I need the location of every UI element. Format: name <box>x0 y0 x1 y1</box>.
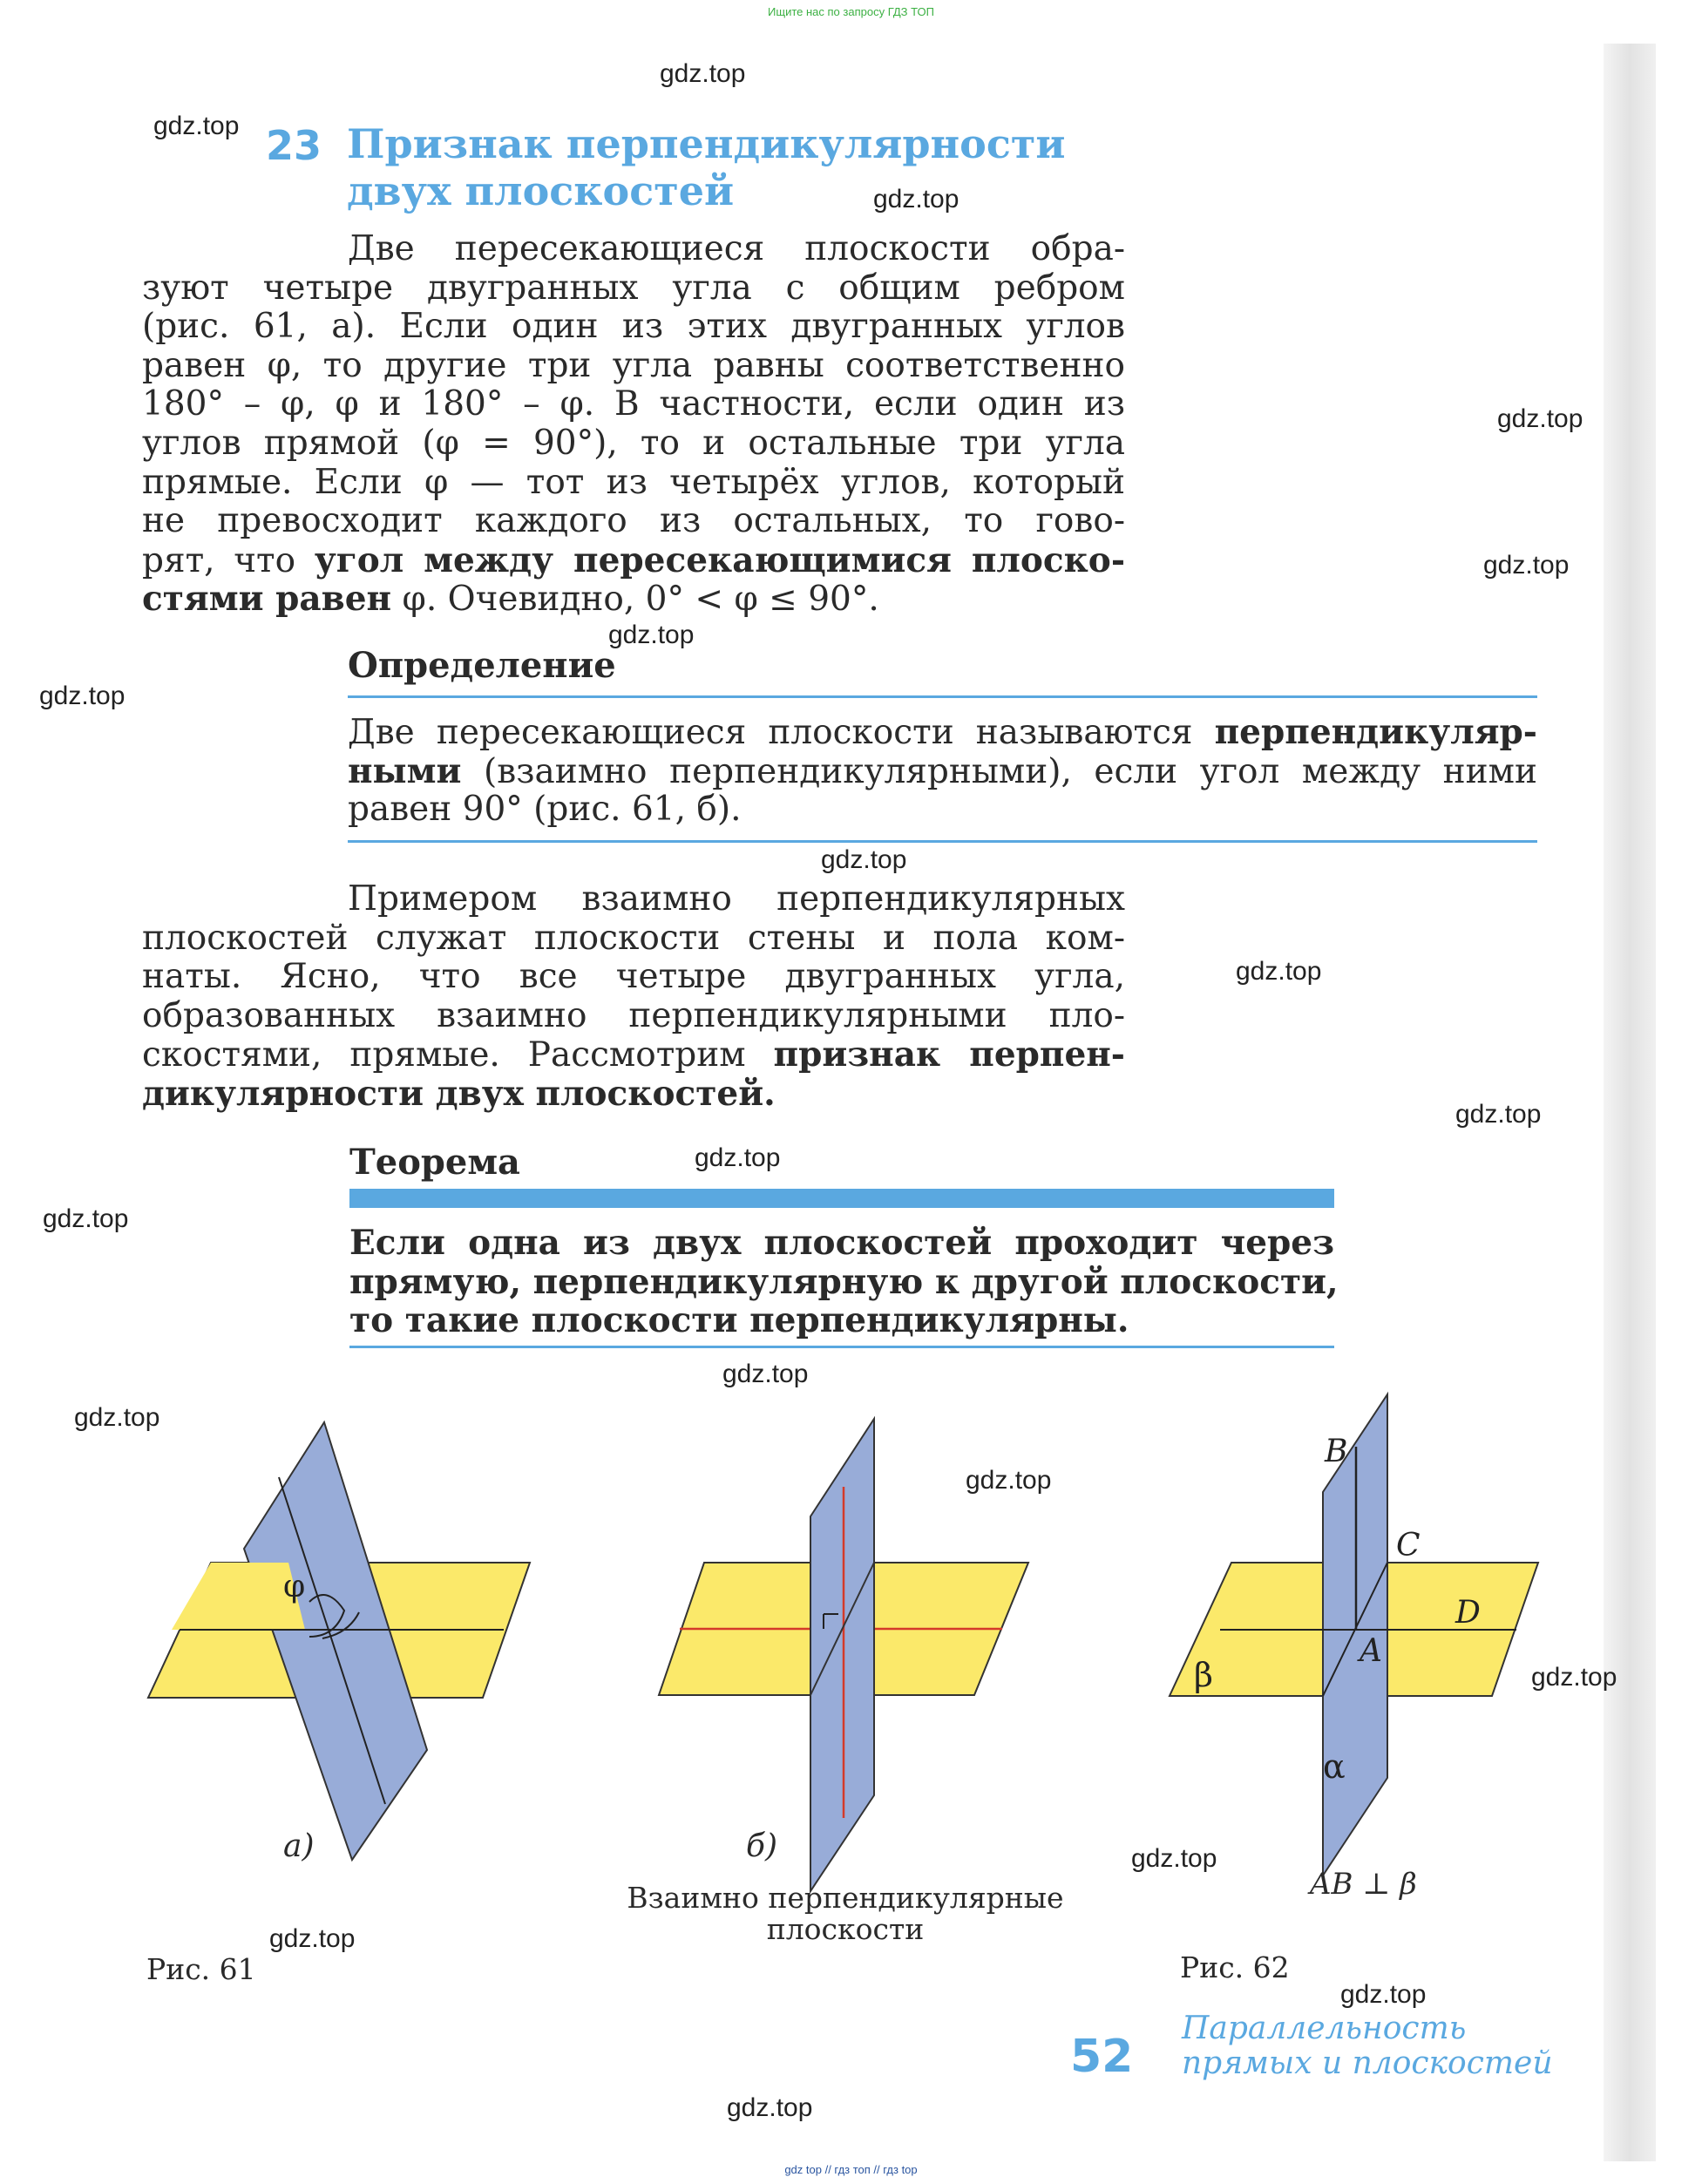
definition-text-part: Две пересекающиеся плоскости называются <box>348 713 1215 752</box>
intro-bold-text: угол между пересекающимися плоско- <box>314 539 1126 580</box>
watermark: gdz.top <box>1131 1844 1217 1873</box>
fig61-a-label: а) <box>283 1828 315 1864</box>
fig62-label: Рис. 62 <box>1180 1950 1290 1984</box>
watermark: gdz.top <box>269 1924 356 1953</box>
fig61-b-caption <box>601 1882 1089 1945</box>
vertical-plane <box>810 1419 874 1891</box>
label-d: D <box>1455 1595 1481 1631</box>
page-number: 52 <box>1070 2031 1134 2083</box>
example-line: наты. Ясно, что все четыре двугранных угла, <box>142 957 1125 997</box>
intro-line: прямые. Если φ — тот из четырёх углов, который <box>142 462 1125 502</box>
watermark: gdz.top <box>608 621 695 649</box>
watermark: gdz.top <box>821 845 907 874</box>
definition-bold-term: ными <box>348 750 462 791</box>
fig61-b-label: б) <box>746 1828 778 1864</box>
running-head <box>1182 2011 1553 2081</box>
watermark: gdz.top <box>873 185 959 214</box>
figure-61b <box>659 1419 1028 1891</box>
example-bold-text: признак перпен- <box>773 1034 1125 1075</box>
watermark: gdz.top <box>660 59 746 88</box>
watermark: gdz.top <box>43 1204 129 1233</box>
watermark: gdz.top <box>1497 404 1583 433</box>
theorem-bold: Если одна из двух плоскостей проходит через <box>349 1223 1334 1263</box>
example-line: плоскостей служат плоскости стены и пола ком- <box>142 918 1125 958</box>
bottom-banner[interactable]: gdz top // гдз топ // гдз top <box>784 2163 918 2176</box>
theorem-heading: Теорема <box>349 1142 520 1183</box>
ab-perp-label: AB ⊥ β <box>1310 1867 1417 1902</box>
caption-line: Взаимно перпендикулярные <box>627 1881 1064 1915</box>
watermark: gdz.top <box>1340 1980 1427 2009</box>
intro-line: углов прямой (φ = 90°), то и остальные три угла <box>142 423 1125 463</box>
example-bold-text: дикулярности двух плоскостей. <box>142 1073 776 1114</box>
figure-61a <box>148 1422 530 1860</box>
example-line: Примером взаимно перпендикулярных <box>348 879 1125 919</box>
definition-heading: Определение <box>348 645 616 686</box>
intro-line: 180° – φ, φ и 180° – φ. В частности, если один из <box>142 384 1125 424</box>
section-title-line2: двух плоскостей <box>347 167 735 214</box>
caption-line: плоскости <box>766 1912 925 1946</box>
label-c: C <box>1396 1528 1421 1563</box>
definition-bold-term: перпендикуляр- <box>1214 712 1537 752</box>
watermark: gdz.top <box>1483 551 1570 580</box>
watermark: gdz.top <box>695 1143 781 1172</box>
intro-line: Две пересекающиеся плоскости обра- <box>348 229 1125 268</box>
top-banner[interactable]: Ищите нас по запросу ГДЗ ТОП <box>768 5 934 18</box>
watermark: gdz.top <box>74 1403 160 1432</box>
definition-text-part: (взаимно перпендикулярными), если угол между ними <box>461 751 1537 791</box>
running-head-line1: Параллельность <box>1182 2011 1467 2046</box>
example-text: скостями, прямые. Рассмотрим <box>142 1035 774 1075</box>
watermark: gdz.top <box>727 2093 813 2122</box>
running-head-line2: прямых и плоскостей <box>1182 2045 1553 2081</box>
intro-bold-text: стями равен <box>142 579 392 620</box>
intro-line: зуют четыре двугранных угла с общим ребром <box>142 268 1125 308</box>
theorem-bold: то такие плоскости перпендикулярны. <box>349 1300 1129 1341</box>
label-beta: β <box>1194 1656 1213 1694</box>
section-title-line1: Признак перпендикулярности <box>347 120 1066 167</box>
intro-line: равен φ, то другие три угла равны соответственно <box>142 345 1125 385</box>
fig61-label: Рис. 61 <box>146 1952 256 1986</box>
label-alpha: α <box>1323 1747 1346 1786</box>
figure-62 <box>1170 1394 1538 1875</box>
section-number: 23 <box>266 122 322 169</box>
label-b: B <box>1325 1434 1348 1469</box>
intro-line: не превосходит каждого из остальных, то гово- <box>142 501 1125 541</box>
watermark: gdz.top <box>153 112 240 140</box>
example-line: образованных взаимно перпендикулярными пло- <box>142 995 1125 1035</box>
watermark: gdz.top <box>1236 957 1322 986</box>
intro-text: рят, что <box>142 540 315 580</box>
label-a: A <box>1360 1633 1382 1669</box>
watermark: gdz.top <box>722 1360 809 1388</box>
theorem-bold: прямую, перпендикулярную к другой плоскости, <box>349 1261 1339 1302</box>
watermark: gdz.top <box>39 682 125 710</box>
phi-label: φ <box>283 1569 306 1604</box>
watermark: gdz.top <box>966 1466 1052 1495</box>
intro-text: φ. Очевидно, 0° < φ ≤ 90°. <box>391 580 879 620</box>
watermark: gdz.top <box>1455 1100 1542 1129</box>
definition-line: равен 90° (рис. 61, б). <box>348 790 742 830</box>
intro-line: (рис. 61, а). Если один из этих двугранных углов <box>142 307 1125 347</box>
watermark: gdz.top <box>1531 1663 1617 1692</box>
